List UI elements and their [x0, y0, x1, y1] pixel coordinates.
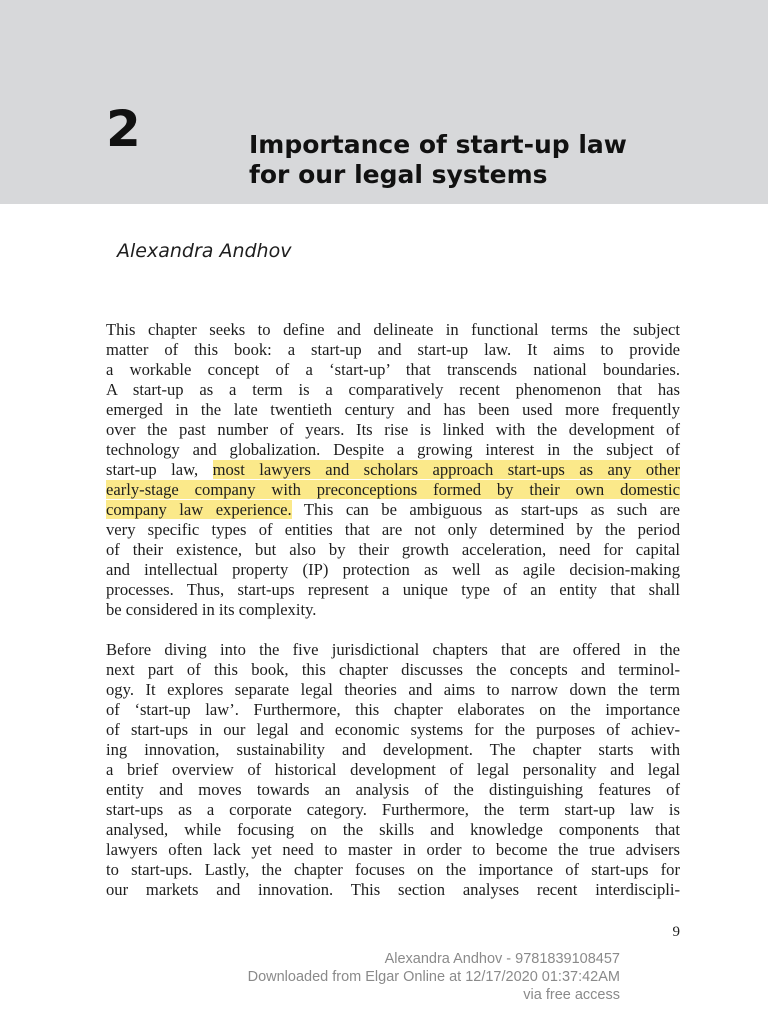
paragraph-line: a brief overview of historical development of legal personality and legal: [106, 760, 680, 779]
paragraph-line: ogy. It explores separate legal theories and aims to narrow down the term: [106, 680, 680, 699]
paragraph-line: technology and globalization. Despite a growing interest in the subject of: [106, 440, 680, 459]
paragraph-line: over the past number of years. Its rise is linked with the development of: [106, 420, 680, 439]
footer-line: Alexandra Andhov - 9781839108457: [384, 951, 620, 967]
paragraph-line: lawyers often lack yet need to master in order to become the true advisers: [106, 840, 680, 859]
paragraph-line: processes. Thus, start-ups represent a unique type of an entity that shall: [106, 580, 680, 599]
footer-line: via free access: [523, 987, 620, 1003]
paragraph-line: to start-ups. Lastly, the chapter focuses on the importance of start-ups for: [106, 860, 680, 879]
paragraph-line: analysed, while focusing on the skills and knowledge components that: [106, 820, 680, 839]
paragraph-line: of their existence, but also by their growth acceleration, need for capital: [106, 540, 680, 559]
chapter-title-line: for our legal systems: [249, 160, 548, 189]
paragraph-line: emerged in the late twentieth century and has been used more frequently: [106, 400, 680, 419]
chapter-number: 2: [106, 100, 141, 158]
highlighted-text: early-stage company with preconceptions formed by their own domestic: [106, 480, 680, 499]
paragraph-line: our markets and innovation. This section analyses recent interdiscipli-: [106, 880, 680, 899]
download-footer: [248, 950, 620, 1004]
paragraph-line: Before diving into the five jurisdictional chapters that are offered in the: [106, 640, 680, 659]
highlighted-text: company law experience.: [106, 500, 292, 519]
author-name: Alexandra Andhov: [117, 240, 292, 262]
paragraph-line: [106, 500, 680, 520]
paragraph-line: A start-up as a term is a comparatively recent phenomenon that has: [106, 380, 680, 399]
body-paragraph: [106, 320, 680, 620]
paragraph-line: next part of this book, this chapter discusses the concepts and terminol-: [106, 660, 680, 679]
chapter-title-line: Importance of start-up law: [249, 130, 627, 159]
page-number: 9: [672, 924, 680, 940]
paragraph-line: be considered in its complexity.: [106, 600, 317, 619]
paragraph-line: of start-ups in our legal and economic systems for the purposes of achiev-: [106, 720, 680, 739]
paragraph-line: ing innovation, sustainability and development. The chapter starts with: [106, 740, 680, 759]
paragraph-text: This can be ambiguous as start-ups as such are: [291, 500, 680, 519]
body-paragraph: [106, 640, 680, 900]
chapter-title: [249, 130, 719, 190]
paragraph-line: very specific types of entities that are not only determined by the period: [106, 520, 680, 539]
paragraph-line: of ‘start-up law’. Furthermore, this chapter elaborates on the importance: [106, 700, 680, 719]
paragraph-line: This chapter seeks to define and delineate in functional terms the subject: [106, 320, 680, 339]
highlighted-text: most lawyers and scholars approach start-ups as any other: [212, 460, 680, 479]
paragraph-line: entity and moves towards an analysis of the distinguishing features of: [106, 780, 680, 799]
footer-line: Downloaded from Elgar Online at 12/17/2020 01:37:42AM: [247, 969, 620, 985]
paragraph-line: start-ups as a corporate category. Furthermore, the term start-up law is: [106, 800, 680, 819]
paragraph-text: start-up law,: [106, 460, 199, 479]
paragraph-line: and intellectual property (IP) protection as well as agile decision-making: [106, 560, 680, 579]
paragraph-line: a workable concept of a ‘start-up’ that transcends national boundaries.: [106, 360, 680, 379]
paragraph-line: matter of this book: a start-up and start-up law. It aims to provide: [106, 340, 680, 359]
paragraph-line: [106, 460, 680, 480]
paragraph-line: [106, 480, 680, 500]
